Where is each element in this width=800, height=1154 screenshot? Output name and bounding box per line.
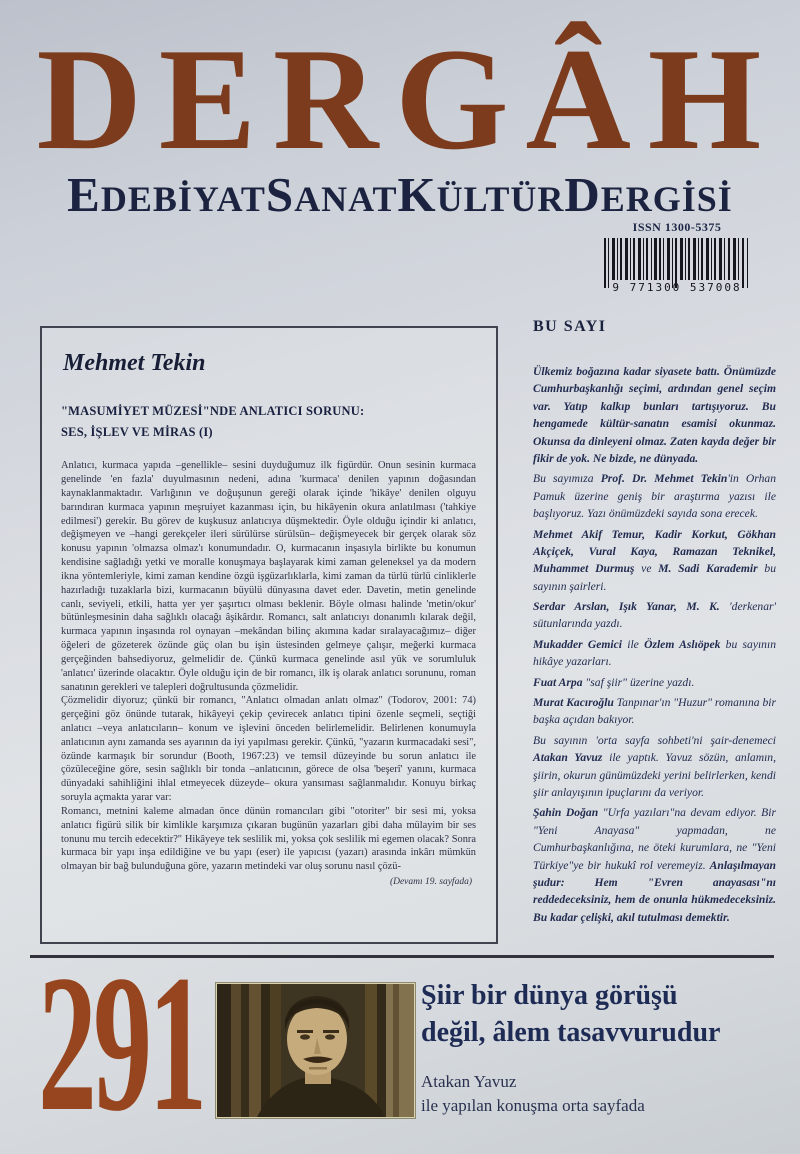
magazine-subtitle	[0, 168, 800, 222]
subtitle-initial: K	[397, 167, 437, 222]
text: Bu sayının 'orta sayfa sohbeti'ni şair-denemeci	[533, 733, 776, 747]
magazine-title: DERGÂH	[36, 18, 779, 180]
paragraph	[533, 526, 776, 596]
subtitle-rest: ERGİSİ	[600, 179, 733, 219]
portrait-photo	[216, 983, 415, 1118]
paragraph	[533, 470, 776, 522]
emphasized-text: Serdar Arslan, Işık Yanar, M. K.	[533, 600, 720, 614]
text: bu sayının hikâye yazarları.	[533, 637, 776, 669]
text: Tanpınar'ın "Huzur" romanına bir başka açıdan bakıyor.	[533, 696, 777, 727]
cover-headline	[421, 978, 781, 1052]
bu-sayi-header: BU SAYI	[533, 318, 607, 335]
emphasized-text: Mukadder Gemici	[533, 637, 622, 651]
article-author: Mehmet Tekin	[63, 350, 206, 376]
cover-caption	[421, 1070, 781, 1118]
article-body	[61, 459, 476, 874]
cover-headline-line1: Şiir bir dünya görüşü	[421, 980, 678, 1011]
text: 'in Orhan Pamuk üzerine geniş bir araştırma yazısı ile başlıyoruz. Yazı önümüzdeki sayıda sona erecek.	[533, 472, 777, 521]
article-title	[61, 401, 476, 442]
paragraph	[533, 674, 776, 691]
paragraph	[533, 694, 776, 729]
subtitle-rest: ÜLTÜR	[436, 179, 565, 219]
emphasized-text: Atakan Yavuz	[533, 751, 603, 765]
subtitle-initial: D	[564, 167, 601, 222]
text: "saf şiir" üzerine yazdı.	[582, 675, 695, 689]
text: Bu sayımıza	[533, 472, 601, 486]
emphasized-text: Prof. Dr. Mehmet Tekin	[600, 472, 728, 486]
cover-caption-line1: Atakan Yavuz	[421, 1072, 517, 1091]
cover-headline-line2: değil, âlem tasavvurudur	[421, 1016, 721, 1048]
lead-article-box	[40, 326, 498, 944]
subtitle-initial: S	[265, 167, 295, 222]
bu-sayi-column	[533, 318, 776, 929]
continuation-note: (Devamı 19. sayfada)	[389, 877, 472, 888]
issue-number: 291	[38, 935, 204, 1152]
text: bu sayının şairleri.	[533, 562, 776, 593]
emphasized-text: M. Sadi Karademir	[658, 562, 758, 576]
paragraph	[533, 363, 776, 467]
subtitle-initial: E	[67, 167, 101, 222]
paragraph	[533, 598, 776, 633]
emphasized-text: Fuat Arpa	[533, 675, 583, 689]
paragraph: Romancı, metnini kaleme almadan önce dünün romancıları gibi "otoriter" bir sesi mi, yoksa anlatıcı figürü silik bir kimlikle karşımıza çıkaran bugünün yazarları gibi daha mülayim bir ses tonunu mu tercih edecektir?" Hikâyeye tek seslilik mi, yoksa çok seslilik mi egemen olacak? Sonra kurmaca bir yapı inşa edildiğine ve bu yapı (eser) ile yapıcısı (yazarı) arasında inkârı mümkün olmayan bir bağ bulunduğuna göre, yazarın metindeki var oluş sorunu nasıl çözü-	[61, 805, 476, 873]
paragraph: Anlatıcı, kurmaca yapıda –genellikle– sesini duyduğumuz ilk figürdür. Onun sesinin kurmaca genelinde 'en fazla' duyulmasının nedeni, adına 'kurmaca' denilen yapının doğasından kaynaklanmaktadır. Varlığının ve doğuşunun gereği olarak içinde 'hikâye' denilen olguyu barındıran kurmaca yapının meşruiyet kazanması için, bu hikâyenin okura anlatılması ('tahkiye edilmesi') gerekir. Bu görev de kuşkusuz anlatıcıya düşmektedir. Öyle olduğu içindir ki anlatıcı, değişmeyen ve –hangi gerekçeler ileri sürülürse sürülsün– değişmeyecek bir gerçek olarak söz konusu yapının 'olmazsa olmaz'ı konumundadır. O, kurmacanın inşasıyla birlikte bu konumun kendisine sağladığı yetki ve moralle konuşmaya başlayarak kimi zaman geleneksel ya da modern ikna yöntemleriyle, kimi zaman kendine özgü işgüzarlıklarla, kimi zaman da türlü türlü cinliklerle hazırladığı tuzaklarla bizi, kurmacanın büyülü dünyasına davet eder. Davetin, metin genelinde canlı, seviyeli, etkili, hatta yer yer şaşırtıcı olması beklenir. Böyle olması halinde 'metin/okur' bütünleşmesinin daha sağlıklı olacağı âşikârdır. Romancı, salt anlatıcıyı donanımlı kılarak değil, kurmaca yapının inşasında rol oynayan –mekândan bilinç akımına kadar sıralayacağımız– diğer öğeleri de gözeterek özünde güç olan bu işin üstesinden gelmeye çalışır, meğerki kurmaca gerçeğinden bahsediyoruz, gelmelidir de. Çünkü kurmaca genelinde asıl yük ve sorumluluk 'anlatıcı' üzerinde olacaktır. Öyle olduğu için de bir romancı, ilk iş olarak anlatıcı sorununu, roman sanatının gerekleri ve talepleri doğrultusunda çözmelidir.	[61, 460, 476, 693]
article-title-line2: SES, İŞLEV VE MİRAS (I)	[61, 424, 213, 439]
issn-block	[593, 220, 761, 294]
subtitle-rest: ANAT	[294, 179, 398, 219]
emphasized-text: Özlem Aslıöpek	[644, 637, 721, 651]
paragraph	[533, 636, 776, 671]
emphasized-text: Murat Kacıroğlu	[533, 696, 614, 710]
text: "Urfa yazıları"na devam ediyor. Bir "Yeni Anayasa" yapmadan, ne Cumhurbaşkanlığına, ne öteki kurumlara, ne "Yeni Türkiye"ye bir hukukî rol veremeyiz.	[533, 806, 776, 872]
emphasized-text: Ülkemiz boğazına kadar siyasete battı. Önümüzde Cumhurbaşkanlığı seçimi, ardından genel seçim var. Yatıp kalkıp bunları tartışıyoruz. Bu hengamede kültür-sanatın esamisi okunmaz. Okunsa da dinleyeni olmaz. Zaten kayda değer bir fikir de yok. Ne bizde, ne dünyada.	[533, 365, 776, 465]
emphasized-text: Anlaşılmayan şudur: Hem "Evren anayasası"nı reddedeceksiniz, hem de onunla hükmedeceksiniz. Bu kadar çelişki, akıl tutulması demektir.	[533, 858, 776, 924]
paragraph: Çözmelidir diyoruz; çünkü bir romancı, "Anlatıcı olmadan anlatı olmaz" (Todorov, 2001: 74) gerçeğini göz önünde tutarak, hikâyeyi çekip çevirecek anlatıcı tipini özenle seçmeli, seçtiği anlatıcı –veya anlatıcıların– konum ve işlevini önceden belirlemelidir. Belirlenen konumuyla anlatıcının aynı zamanda ses ayarının da iyi yapılması gerekir. Çünkü, "yazarın kurmacadaki sesi", özünde karmaşık bir sorundur (Booth, 1967:23) ve temsil düzeyinde bu sorun anlatıcı ile çözüleceğine göre, sesin sağlıklı bir tonda –anlatıcının, görece de olsa 'beşerî' yanını, kurmaca dünyadaki sahihliğini ihlal etmeyecek düzeyde– okura yansıması sağlanmalıdır. Konuyu birkaç soruyla açmakta yarar var:	[61, 695, 476, 804]
text: 'derkenar' sütunlarında yazdı.	[533, 600, 776, 631]
bu-sayi-body	[533, 363, 776, 926]
emphasized-text: Şahin Doğan	[533, 806, 599, 820]
issn-text: ISSN 1300-5375	[632, 220, 722, 234]
article-title-line1: "MASUMİYET MÜZESİ"NDE ANLATICI SORUNU:	[61, 404, 365, 418]
text: ile	[621, 637, 645, 651]
text: ve	[634, 562, 659, 576]
paragraph	[533, 732, 776, 802]
text: ile yaptık. Yavuz sözün, anlamın, şiirin, okurun günümüzdeki yerini belirlerken, kendi şiir anlayışının ipuçlarını da veriyor.	[533, 751, 776, 799]
cover-caption-line2: ile yapılan konuşma orta sayfada	[421, 1096, 645, 1116]
subtitle-rest: DEBİYAT	[100, 179, 266, 219]
emphasized-text: Mehmet Akif Temur, Kadir Korkut, Gökhan Akçiçek, Vural Kaya, Ramazan Teknikel, Muhammet Durmuş	[533, 527, 776, 576]
barcode-number: 9 771300 537008	[612, 281, 742, 294]
paragraph	[533, 804, 776, 926]
